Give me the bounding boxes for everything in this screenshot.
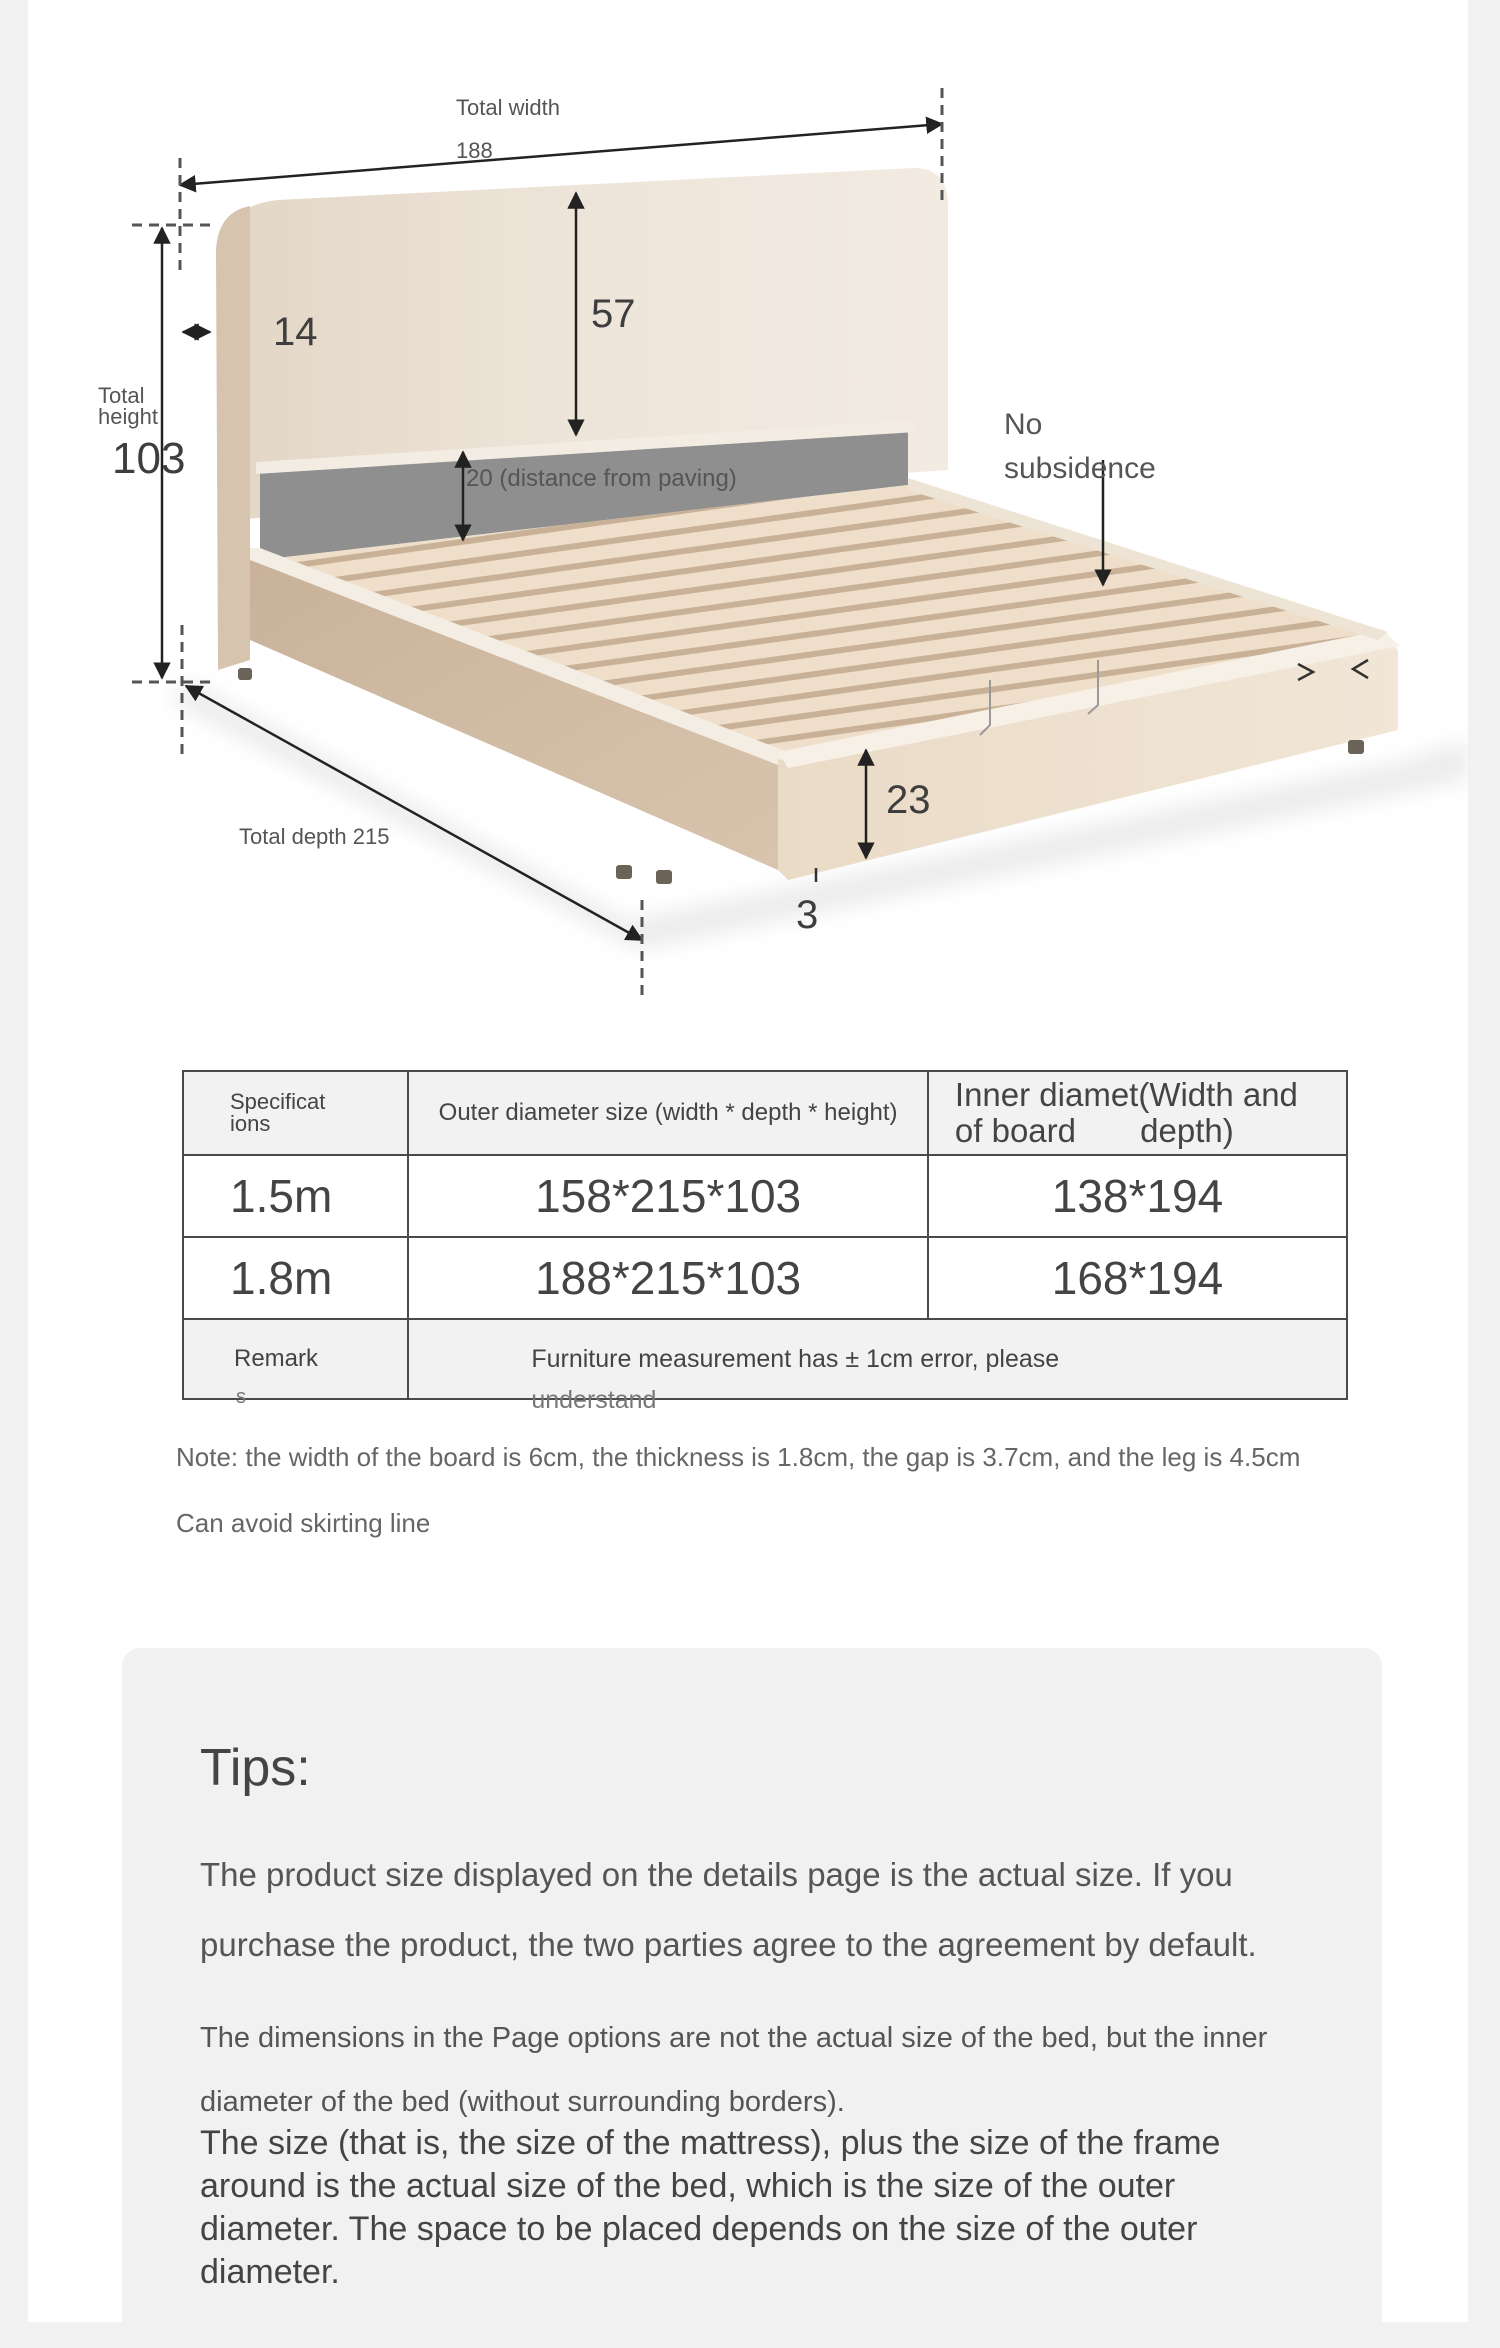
tips-paragraph-actual-size: The product size displayed on the details page is the actual size. If you purchase the product, the two parties agree to the agreement by default.	[200, 1856, 1257, 1963]
outer-size-cell: 158*215*103	[408, 1155, 928, 1237]
leg-clearance-value: 3	[796, 893, 819, 937]
remark-text-overflow: understand	[531, 1386, 657, 1414]
distance-from-paving-label: 20 (distance from paving)	[466, 465, 737, 492]
bed-illustration	[28, 0, 1468, 1010]
no-subsidence-label-2: subsidence	[1004, 452, 1156, 485]
total-height-label-2: height	[98, 404, 158, 429]
outer-size-cell: 188*215*103	[408, 1237, 928, 1319]
table-row	[183, 1155, 1347, 1237]
table-header-row	[183, 1071, 1347, 1155]
skirting-note: Can avoid skirting line	[176, 1508, 431, 1538]
tips-paragraph-outer-diameter: The size (that is, the size of the mattress), plus the size of the frame around is the actual size of the bed, which is the size of the outer diameter. The space to be placed depends on the size of the outer diameter.	[200, 2124, 1221, 2291]
header-specifications	[183, 1071, 408, 1155]
tips-card	[122, 1648, 1382, 2348]
total-height-value: 103	[112, 434, 186, 483]
table-row	[183, 1237, 1347, 1319]
tips-title: Tips:	[200, 1739, 311, 1797]
inner-size-cell: 168*194	[928, 1237, 1347, 1319]
header-spec-line-1: Specificat	[230, 1089, 326, 1114]
headboard-thickness-value: 14	[273, 310, 318, 354]
remark-label: Remark	[234, 1345, 319, 1372]
frame-height-value: 23	[886, 778, 931, 822]
total-width-label: Total width	[456, 95, 560, 120]
header-inner-line-1: Inner diamet(Width and	[954, 1076, 1298, 1113]
inner-size-cell: 138*194	[928, 1155, 1347, 1237]
spec-table	[182, 1070, 1348, 1414]
header-inner-diameter	[928, 1071, 1347, 1155]
header-outer-diameter: Outer diameter size (width * depth * height)	[408, 1071, 928, 1155]
table-remark-row	[183, 1319, 1347, 1399]
board-note: Note: the width of the board is 6cm, the thickness is 1.8cm, the gap is 3.7cm, and the leg is 4.5cm	[176, 1442, 1301, 1472]
header-spec-line-2: ions	[230, 1111, 271, 1136]
remark-label-overflow: s	[236, 1386, 246, 1408]
tips-paragraph-inner-diameter: The dimensions in the Page options are not the actual size of the bed, but the inner diameter of the bed (without surrounding borders).	[200, 2022, 1268, 2118]
spec-cell: 1.5m	[183, 1155, 408, 1237]
total-width-value: 188	[456, 138, 493, 163]
product-detail-page	[28, 0, 1468, 2322]
headboard-height-value: 57	[591, 292, 636, 336]
remark-label-cell	[183, 1319, 408, 1408]
spec-cell: 1.8m	[183, 1237, 408, 1319]
remark-text: Furniture measurement has ± 1cm error, please	[531, 1344, 1060, 1373]
header-inner-line-2: of board depth)	[954, 1112, 1234, 1149]
remark-text-cell	[408, 1319, 1347, 1414]
total-depth-label: Total depth 215	[239, 824, 390, 849]
bed-dimension-diagram	[28, 0, 1468, 1010]
no-subsidence-label: No	[1004, 408, 1043, 441]
total-height-label: Total	[98, 383, 145, 408]
